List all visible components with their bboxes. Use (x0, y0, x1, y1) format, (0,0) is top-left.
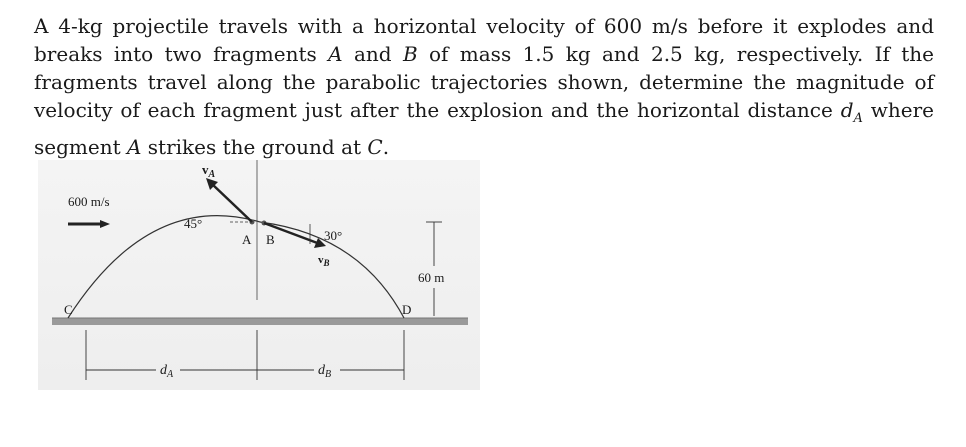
velocity-label: 600 m/s (68, 194, 110, 209)
point-d-label: D (402, 302, 412, 317)
point-c-ref: C (367, 135, 383, 159)
problem-text: strikes the ground at (141, 135, 368, 159)
distance-da-subscript: A (853, 111, 863, 126)
velocity-a-label: $v_A$ (202, 162, 216, 180)
da-label: $d_A$ (160, 363, 174, 380)
height-label: 60 m (418, 270, 445, 285)
problem-text: of mass 1.5 kg and 2.5 kg, respectively. If the fragments travel along the parabolic trajectories shown, determine the magnitude of velocity of each fragment just after the explosion and the horizontal distance (34, 42, 934, 122)
angle-a-label: 45° (184, 216, 203, 231)
problem-text: A 4-kg projectile travels with a horizontal velocity of 600 m/s before it explodes and breaks into two fragments (34, 14, 934, 66)
problem-text: . (382, 135, 390, 159)
fragment-a-ref: A (126, 135, 142, 159)
fragment-a-ref: A (328, 42, 343, 66)
ground (52, 318, 468, 325)
distance-da-ref: d (840, 98, 854, 122)
fragment-b-ref: B (402, 42, 418, 66)
velocity-b-label: $v_B$ (318, 254, 330, 268)
point-b-label: B (266, 232, 275, 247)
point-c-label: C (64, 302, 73, 317)
db-label: $d_B$ (318, 363, 332, 380)
problem-text: where segment (34, 98, 934, 159)
point-a-label: A (242, 232, 252, 247)
problem-text: and (342, 42, 403, 66)
problem-statement (34, 12, 934, 161)
angle-b-label: 30° (324, 228, 343, 243)
projectile-figure (20, 160, 480, 390)
figure-svg (20, 160, 480, 390)
